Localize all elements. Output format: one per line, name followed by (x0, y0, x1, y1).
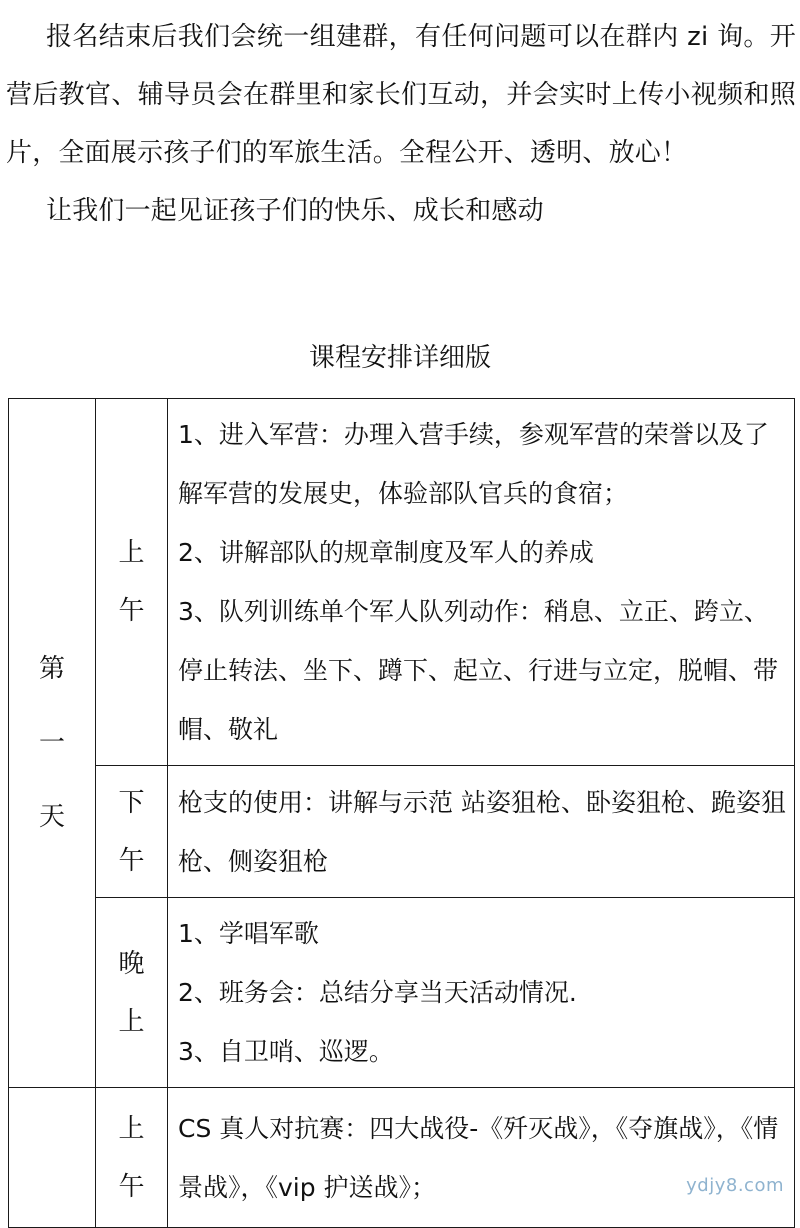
period-char: 晚 (118, 948, 145, 979)
activity-line: 2、讲解部队的规章制度及军人的养成 (178, 538, 594, 567)
content-cell (168, 898, 795, 1088)
activity-line: 1、进入军营：办理入营手续，参观军营的荣誉以及了解军营的发展史，体验部队官兵的食宿； (178, 420, 769, 508)
intro-paragraph-1: 报名结束后我们会统一组建群，有任何问题可以在群内 zi 询。开营后教官、辅导员会在群里和家长们互动，并会实时上传小视频和照片，全面展示孩子们的军旅生活。全程公开、透明、放心！ (6, 22, 796, 168)
day-1-cell (9, 399, 96, 1088)
content-cell (168, 1088, 795, 1228)
table-row (9, 898, 795, 1088)
period-cell-morning (96, 399, 168, 766)
table-title: 课程安排详细版 (308, 343, 491, 373)
period-char: 午 (118, 1171, 145, 1202)
table-row (9, 1088, 795, 1228)
activity-line: 枪支的使用：讲解与示范 站姿狙枪、卧姿狙枪、跪姿狙枪、侧姿狙枪 (178, 787, 786, 876)
period-cell-evening (96, 898, 168, 1088)
day-1-char: 一 (38, 728, 65, 758)
activity-line: CS 真人对抗赛：四大战役-《歼灭战》，《夺旗战》，《情景战》，《vip 护送战》； (178, 1113, 779, 1202)
period-char: 上 (118, 538, 145, 568)
activity-line: 2、班务会：总结分享当天活动情况. (178, 978, 577, 1007)
day-1-char: 天 (38, 802, 65, 832)
period-char: 下 (118, 787, 145, 818)
table-row (9, 766, 795, 898)
content-cell (168, 766, 795, 898)
schedule-table (8, 398, 795, 1228)
intro-text (6, 8, 796, 240)
intro-paragraph-2: 让我们一起见证孩子们的快乐、成长和感动 (46, 196, 544, 226)
period-cell-afternoon (96, 766, 168, 898)
period-char: 午 (118, 596, 145, 626)
content-cell (168, 399, 795, 766)
day-2-cell (9, 1088, 96, 1228)
activity-line: 3、队列训练单个军人队列动作：稍息、立正、跨立、停止转法、坐下、蹲下、起立、行进与立定，脱帽、带帽、敬礼 (178, 597, 779, 744)
period-char: 上 (118, 1006, 145, 1037)
activity-line: 1、学唱军歌 (178, 919, 319, 948)
period-cell-morning (96, 1088, 168, 1228)
activity-line: 3、自卫哨、巡逻。 (178, 1037, 394, 1066)
table-row (9, 399, 795, 766)
period-char: 午 (118, 845, 145, 876)
day-1-char: 第 (38, 654, 65, 684)
period-char: 上 (118, 1113, 145, 1144)
watermark: ydjy8.com (686, 1175, 784, 1196)
